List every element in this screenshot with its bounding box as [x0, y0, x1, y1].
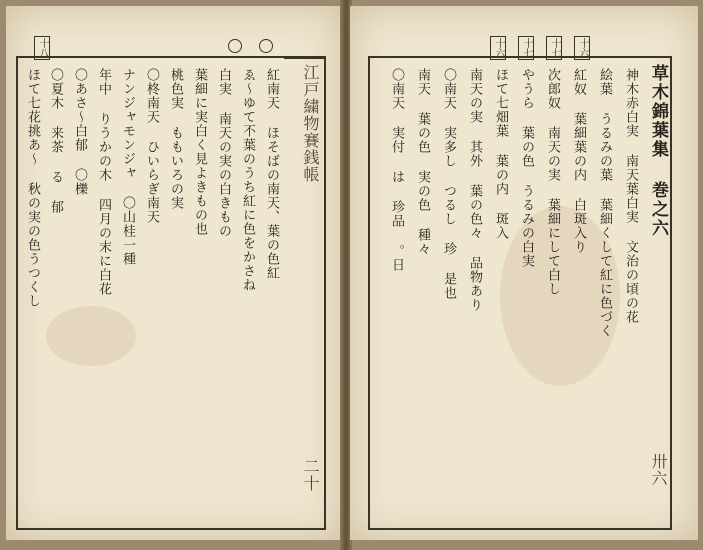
left-page [6, 6, 342, 540]
text-column: 次郎奴 南天の実 葉細にして白し [545, 68, 560, 296]
text-column: 紅奴 葉細葉の内 白斑入り [571, 68, 586, 254]
text-column: ほて七畑葉 葉の内 斑入 [493, 68, 508, 240]
text-column: 〇南天 実付 は 珍品 。日 [389, 68, 404, 272]
text-column: ほて七花挑あ〜 秋の実の色うつくし [25, 68, 40, 308]
text-frame [368, 56, 672, 530]
page-marker: 十七 [546, 36, 562, 60]
page-number: 卅六 [649, 453, 668, 487]
text-column: 〇南天 実多し つるし 珍 是也 [441, 68, 456, 300]
page-marker: 十六 [574, 36, 590, 60]
text-column: 桃色実 ももいろの実 [168, 68, 183, 210]
text-column: 〇夏木 来茶 る 郁 [48, 68, 63, 214]
book-title: 草木錦葉集 巻之六 [648, 64, 668, 238]
text-column: 南天 葉の色 実の色 種々 [415, 68, 430, 256]
page-marker: 十八 [34, 36, 50, 60]
text-column: 〇柊南天 ひいらぎ南天 [144, 68, 159, 224]
text-column: ゑ〜ゆて不葉のうち紅に色をかさね [240, 68, 255, 292]
text-column: 紅南天 ほそばの南天、葉の色紅 [264, 68, 279, 280]
text-column: 絵葉 うるみの葉 葉細くして紅に色づく [597, 68, 612, 338]
circle-mark [228, 39, 242, 53]
page-marker: 十七 [518, 36, 534, 60]
text-column: 年中 りうかの木 四月の末に白花 [96, 68, 111, 296]
page-marker: 十六 [490, 36, 506, 60]
frame-rule [284, 58, 324, 59]
running-title: 江戸繍物賽銭帳 [301, 64, 320, 183]
text-column: ナンジャモンジャ 〇山桂一種 [120, 68, 135, 266]
text-frame [16, 56, 326, 530]
right-page [350, 6, 698, 540]
circle-mark [259, 39, 273, 53]
text-column: 南天の実 其外 葉の色々 品物あり [467, 68, 482, 312]
text-column: 葉細に実白く見よきもの也 [192, 68, 207, 236]
page-number: 二十 [301, 458, 320, 492]
text-column: 白実 南天の実の白きもの [216, 68, 231, 238]
text-column: やうら 葉の色 うるみの白実 [519, 68, 534, 268]
text-column: 神木赤白実 南天葉白実 文治の頃の花 [623, 68, 638, 324]
text-column: 〇あさ〜白郁 〇櫟 [72, 68, 87, 196]
